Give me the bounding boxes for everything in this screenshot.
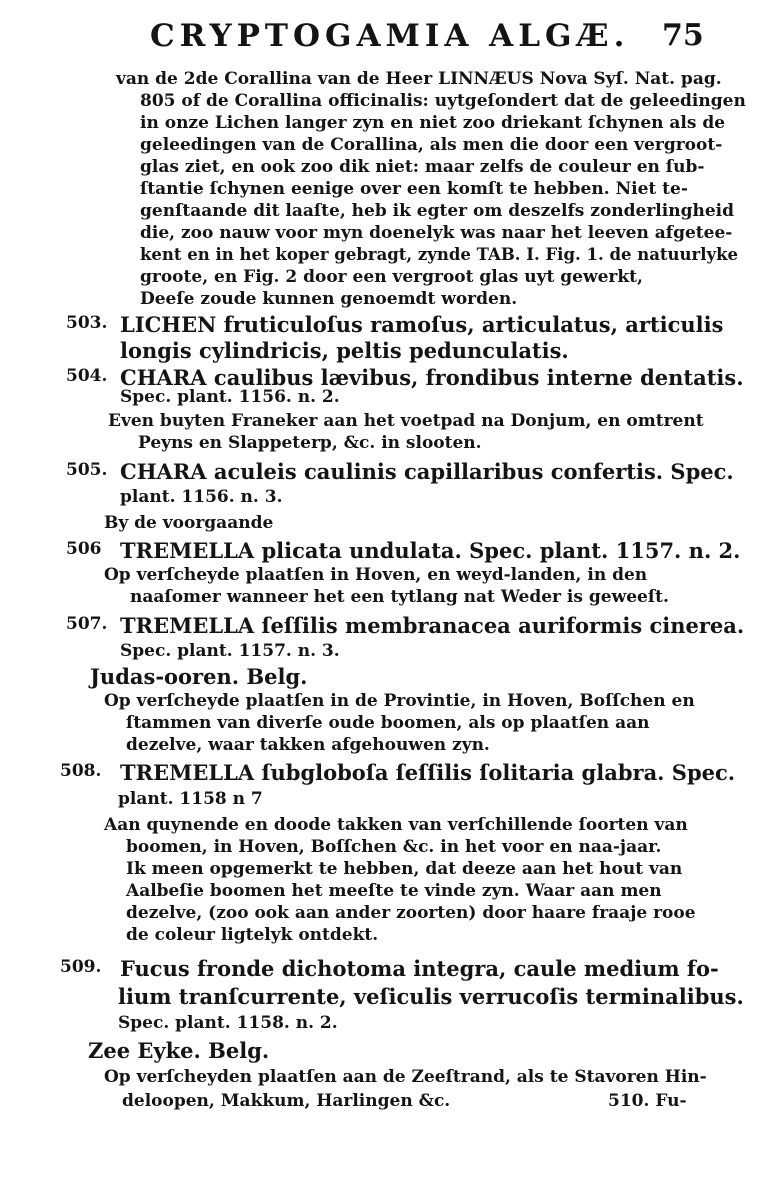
note-line: ſtammen van diverſe oude boomen, als op plaatſen aan [126,713,650,733]
text-line: ſtantie ſchynen eenige over een komſt te hebben. Niet te- [140,179,688,199]
catchword: 510. Fu- [608,1091,687,1111]
note-line: Op verſcheyde plaatſen in de Provintie, in Hoven, Boſſchen en [104,691,695,711]
entry-line: LICHEN fruticuloſus ramoſus, articulatus, articulis [120,312,724,337]
note-line: Ik meen opgemerkt te hebben, dat deeze aan het hout van [126,859,683,879]
text-line: in onze Lichen langer zyn en niet zoo driekant ſchynen als de [140,113,726,133]
text-line: groote, en Fig. 2 door een vergroot glas uyt gewerkt, [140,267,643,287]
note-line: Op verſcheyden plaatſen aan de Zeeſtrand, als te Stavoren Hin- [104,1067,707,1087]
note-line: de coleur ligtelyk ontdekt. [126,925,379,945]
text-line: van de 2de Corallina van de Heer LINNÆUS Nova Syſ. Nat. pag. [116,69,722,89]
entry-line: lium tranſcurrente, veſiculis verrucoſis terminalibus. [118,984,744,1009]
note-line: Aan quynende en doode takken van verſchillende ſoorten van [104,815,688,835]
text-line: glas ziet, en ook zoo dik niet: maar zelfs de couleur en ſub- [140,157,705,177]
entry-line: TREMELLA ſubgloboſa ſeſſilis ſolitaria glabra. Spec. [120,760,736,785]
note-line: Op verſcheyde plaatſen in Hoven, en weyd-landen, in den [104,565,648,585]
note-line: boomen, in Hoven, Boſſchen &c. in het voor en naa-jaar. [126,837,662,857]
text-line: die, zoo nauw voor myn doenelyk was naar het leeven afgetee- [140,223,733,243]
entry-line: Fucus fronde dichotoma integra, caule medium fo- [120,956,719,981]
entry-line: longis cylindricis, peltis pedunculatis. [120,338,569,363]
text-line: geleedingen van de Corallina, als men die door een vergroot- [140,135,723,155]
note-line: dezelve, waar takken afgehouwen zyn. [126,735,490,755]
vernacular-name: Judas-ooren. Belg. [90,664,308,689]
entry-number: 506 [66,539,102,559]
reference: Spec. plant. 1156. n. 2. [120,387,340,407]
vernacular-name: Zee Eyke. Belg. [88,1038,270,1063]
entry-number: 503. [66,313,108,333]
note-line: dezelve, (zoo ook aan ander zoorten) door haare fraaje rooe [126,903,696,923]
reference: plant. 1156. n. 3. [120,487,283,507]
reference: Spec. plant. 1157. n. 3. [120,641,340,661]
entry-line: TREMELLA ſeſſilis membranacea auriformis cinerea. [120,613,745,638]
text-line: kent en in het koper gebragt, zynde TAB. I. Fig. 1. de natuurlyke [140,245,739,264]
reference: plant. 1158 n 7 [118,789,263,809]
entry-number: 505. [66,460,108,480]
running-head: CRYPTOGAMIA ALGÆ. [150,18,630,54]
entry-line: CHARA caulibus lævibus, frondibus interne dentatis. [120,365,744,390]
text-line: 805 of de Corallina officinalis: uytgeſondert dat de geleedingen [140,91,746,111]
page-number: 75 [662,18,704,53]
entry-number: 508. [60,761,102,781]
note-line: Aalbeſie boomen het meeſte te vinde zyn. Waar aan men [126,881,662,901]
note-line: By de voorgaande [104,513,274,533]
note-line: naaſomer wanneer het een tytlang nat Weder is geweeſt. [130,587,669,607]
entry-number: 509. [60,957,102,977]
note-line: deloopen, Makkum, Harlingen &c. [122,1091,451,1111]
text-line: genſtaande dit laaſte, heb ik egter om deszelfs zonderlingheid [140,201,734,221]
entry-line: CHARA aculeis caulinis capillaribus confertis. Spec. [120,459,734,484]
reference: Spec. plant. 1158. n. 2. [118,1013,338,1033]
note-line: Even buyten Franeker aan het voetpad na Donjum, en omtrent [108,411,704,431]
note-line: Peyns en Slappeterp, &c. in slooten. [138,433,482,453]
text-line: Deeſe zoude kunnen genoemdt worden. [140,289,518,309]
entry-line: TREMELLA plicata undulata. Spec. plant. 1157. n. 2. [120,538,741,563]
entry-number: 504. [66,366,108,386]
entry-number: 507. [66,614,108,634]
